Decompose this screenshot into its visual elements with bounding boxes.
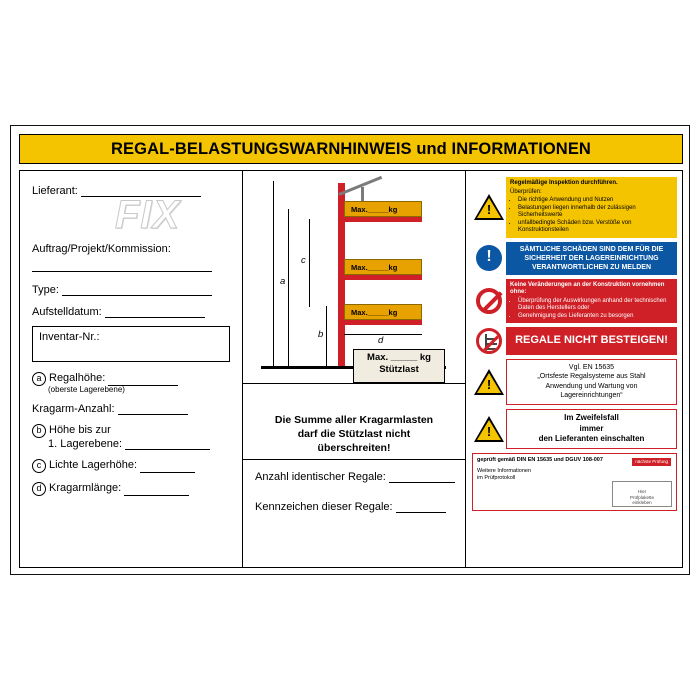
dim-axis-vertical xyxy=(273,181,274,366)
marker-b: b xyxy=(32,424,46,438)
field-regalhoehe xyxy=(32,372,230,394)
field-anzahl-regale-label: Anzahl identischer Regale: xyxy=(255,471,386,483)
rack-caption-line1: Die Summe aller Kragarmlasten xyxy=(274,414,434,426)
rack-arm-top-support xyxy=(344,217,422,222)
marker-a: a xyxy=(32,372,46,386)
rack-arm-middle-label: Max._____kg xyxy=(351,263,398,272)
warning-triangle-icon: ! xyxy=(472,369,506,395)
no-climbing-icon xyxy=(472,328,506,354)
sticker-line1: Hier xyxy=(637,489,647,495)
dim-a-label: a xyxy=(280,276,286,287)
field-lichte-lagerhoehe-input[interactable] xyxy=(140,472,195,473)
field-lichte-lagerhoehe xyxy=(32,459,230,473)
divider-under-caption xyxy=(243,459,465,460)
warning-triangle-icon: ! xyxy=(472,416,506,442)
prohibition-icon xyxy=(472,288,506,314)
notice-en15635-line4: Lagereinrichtungen“ xyxy=(560,392,623,400)
notice-no-modification-text xyxy=(506,279,677,324)
notice-en15635-line3: Anwendung und Wartung von xyxy=(545,382,638,390)
marker-d: d xyxy=(32,482,46,496)
rack-arm-middle xyxy=(344,259,422,275)
sign-title-bar xyxy=(19,134,683,164)
marker-c: c xyxy=(32,459,46,473)
field-inventar-nr-label: Inventar-Nr.: xyxy=(39,331,100,343)
notice-when-in-doubt-line1: Im Zweifelsfall xyxy=(564,412,619,422)
notice-no-modification-bullet: • Genehmigung des Lieferanten zu besorgen xyxy=(518,313,673,321)
rack-arm-top xyxy=(344,201,422,217)
field-kragarm-anzahl xyxy=(32,403,230,415)
rack-arm-bottom-label: Max._____kg xyxy=(351,308,398,317)
dim-d-label: d xyxy=(378,335,384,346)
divider-under-diagram xyxy=(243,383,465,384)
mandatory-exclamation-icon xyxy=(472,245,506,271)
watermark-fix: FIX xyxy=(115,193,181,237)
field-auftrag-label: Auftrag/Projekt/Kommission: xyxy=(32,243,171,255)
field-aufstelldatum xyxy=(32,306,230,318)
field-kragarmlaenge-input[interactable] xyxy=(124,495,189,496)
field-anzahl-regale-input[interactable] xyxy=(389,482,455,483)
field-kragarm-anzahl-label: Kragarm-Anzahl: xyxy=(32,403,115,415)
next-inspection-tab[interactable]: nächste Prüfung xyxy=(632,458,671,466)
sticker-line3: einkleben xyxy=(632,499,652,505)
field-lieferant-input[interactable] xyxy=(81,196,201,197)
notice-en15635-line2: „Ortsfeste Regalsysteme aus Stahl xyxy=(537,373,646,381)
field-hoehe-1-lagerebene xyxy=(32,424,230,450)
notice-inspection-bullet: • Die richtige Anwendung und Nutzen xyxy=(518,197,673,205)
field-hoehe-label2: 1. Lagerebene: xyxy=(48,438,123,450)
notice-no-modification-bullet: • Überprüfung der Auswirkungen anhand der technischen Daten des Herstellers oder xyxy=(518,298,673,313)
field-aufstelldatum-input[interactable] xyxy=(105,317,205,318)
dim-b-label: b xyxy=(318,329,324,340)
notice-report-damage xyxy=(472,242,677,275)
notice-no-modification xyxy=(472,279,677,324)
notice-en15635 xyxy=(472,359,677,405)
field-type-input[interactable] xyxy=(62,295,212,296)
field-type-label: Type: xyxy=(32,284,59,296)
notice-no-modification-header: Keine Veränderungen an der Konstruktion vornehmen ohne: xyxy=(510,281,665,296)
dim-b-line xyxy=(326,306,327,366)
field-kennzeichen-regale-label: Kennzeichen dieser Regale: xyxy=(255,501,393,513)
rack-caption-line2: darf die Stützlast nicht xyxy=(297,428,411,441)
field-aufstelldatum-label: Aufstelldatum: xyxy=(32,306,102,318)
notice-inspection-text xyxy=(506,177,677,238)
sticker-line2: Prüfplakette xyxy=(629,494,654,500)
field-kragarmlaenge-label: Kragarmlänge: xyxy=(49,482,122,494)
field-kennzeichen-regale xyxy=(255,501,446,513)
field-type xyxy=(32,284,230,296)
rack-arm-bottom xyxy=(344,304,422,320)
field-regalhoehe-note: (oberste Lagerebene) xyxy=(48,385,125,394)
notice-report-damage-text: SÄMTLICHE SCHÄDEN SIND DEM FÜR DIE SICHERHEIT DER LAGEREINRICHTUNG VERANTWORTLICHEN ZU MELDEN xyxy=(506,242,677,275)
warning-triangle-icon: ! xyxy=(472,194,506,220)
field-auftrag xyxy=(32,243,230,255)
form-column xyxy=(20,171,242,567)
certification-header: geprüft gemäß DIN EN 15635 und DGUV 108-007 xyxy=(477,457,603,464)
field-lichte-lagerhoehe-label: Lichte Lagerhöhe: xyxy=(49,459,138,471)
field-anzahl-regale xyxy=(255,471,455,483)
notice-inspection-bullet: • Belastungen liegen innerhalb der zulässigen Sicherheitswerte xyxy=(518,205,673,220)
field-lieferant xyxy=(32,185,230,197)
field-regalhoehe-label: Regalhöhe: xyxy=(49,372,106,384)
sign-body xyxy=(19,170,683,568)
notice-when-in-doubt xyxy=(472,409,677,449)
field-inventar-nr[interactable] xyxy=(32,326,230,362)
field-kennzeichen-regale-input[interactable] xyxy=(396,512,446,513)
field-auftrag-input[interactable] xyxy=(32,257,212,272)
rack-arm-bottom-support xyxy=(344,320,422,325)
rack-caption xyxy=(243,413,465,456)
rack-arm-middle-support xyxy=(344,275,422,280)
safety-notices-column xyxy=(466,171,683,567)
notice-en15635-line1: Vgl. EN 15635 xyxy=(568,364,615,372)
notice-when-in-doubt-line3: den Lieferanten einschalten xyxy=(538,434,645,444)
notice-inspection-header: Regelmäßige Inspektion durchführen. xyxy=(510,180,618,186)
stuetzlast-line2: Stützlast xyxy=(379,363,419,375)
rack-diagram-column xyxy=(243,171,465,567)
field-kragarmlaenge xyxy=(32,482,230,496)
notice-no-climbing xyxy=(472,327,677,355)
dim-c-line xyxy=(309,219,310,307)
notice-no-climbing-text: REGALE NICHT BESTEIGEN! xyxy=(506,327,677,355)
inspection-sticker-placeholder[interactable] xyxy=(612,481,672,507)
notice-inspection-subheader: Überprüfen: xyxy=(510,188,542,195)
field-lieferant-label: Lieferant: xyxy=(32,185,78,197)
rack-arm-top-label: Max._____kg xyxy=(351,205,398,214)
certification-box xyxy=(472,453,677,511)
stuetzlast-line1: Max. _____ kg xyxy=(367,352,431,363)
dim-c-label: c xyxy=(301,255,306,266)
notice-en15635-text xyxy=(506,359,677,405)
rack-caption-line3: überschreiten! xyxy=(317,442,391,455)
certification-note1: Weitere Informationen xyxy=(477,468,532,475)
field-hoehe-input[interactable] xyxy=(125,449,210,450)
rack-diagram xyxy=(243,171,465,401)
notice-inspection xyxy=(472,177,677,238)
field-hoehe-label: Höhe bis zur xyxy=(49,424,111,436)
page-title: REGAL-BELASTUNGSWARNHINWEIS und INFORMATIONEN xyxy=(111,139,591,158)
stuetzlast-box xyxy=(353,349,445,383)
rack-load-warning-sign xyxy=(10,125,690,575)
notice-inspection-bullet: • unfallbedingte Schäden bzw. Verstöße von Konstruktionsteilen xyxy=(518,220,673,235)
certification-note2: im Prüfprotokoll xyxy=(477,475,516,482)
dim-a-line xyxy=(288,209,289,366)
notice-when-in-doubt-text xyxy=(506,409,677,449)
notice-when-in-doubt-line2: immer xyxy=(579,423,604,433)
field-kragarm-anzahl-input[interactable] xyxy=(118,414,188,415)
